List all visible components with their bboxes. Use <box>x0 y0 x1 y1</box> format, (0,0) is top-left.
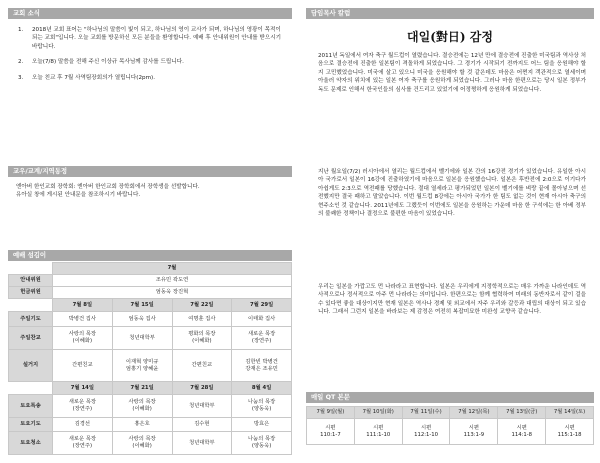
schedule-cell: 간편친교 <box>172 350 232 382</box>
notice-item <box>18 58 286 66</box>
qt-passage <box>450 419 498 445</box>
notice-text: 오늘 친교 후 7월 사역팀장회의가 열립니다(2pm). <box>32 74 156 81</box>
table-row <box>9 327 292 350</box>
row-label: 주일찬교 <box>9 327 53 350</box>
qt-book: 시편 <box>516 424 527 431</box>
connections-line: 엔아버 한인교회 장학회: 엔아버 한인교회 장학회에서 장학생을 선발합니다. <box>16 184 200 190</box>
row-label: 주일기도 <box>9 312 53 327</box>
row-label: 안내위원 <box>9 275 53 287</box>
schedule-cell: 나눔의 목장 (양동욱) <box>232 432 292 455</box>
table-row <box>9 418 292 432</box>
connections-body <box>16 183 286 200</box>
schedule-cell: 사랑의 목장 (이혜화) <box>112 395 172 418</box>
schedule-table <box>8 262 292 455</box>
schedule-cell: 새로운 목장 (장연주) <box>53 432 113 455</box>
date-header: 7월 8일 <box>53 299 113 312</box>
qt-header <box>306 392 594 403</box>
date-header: 8월 4일 <box>232 382 292 395</box>
notices-title: 교회 소식 <box>13 9 40 17</box>
table-row <box>9 287 292 299</box>
row-label: 토요특송 <box>9 395 53 418</box>
date-header: 7월 29일 <box>232 299 292 312</box>
qt-passage <box>498 419 546 445</box>
notice-text: 2018년 교회 표어는 "하나님의 말씀이 빛이 되고, 하나님의 영이 교사가 되며, 하나님의 영광이 목적이 되는 교회"입니다. 오늘 교회를 방문하신 모든 분들을 환영합니다. 예배 후 안내위원이 안내를 받으시기 바랍니다. <box>32 27 282 50</box>
notice-number: 3. <box>18 74 24 81</box>
qt-range: 112:1-10 <box>414 431 439 438</box>
table-row <box>307 419 594 445</box>
schedule-cell: 홍은호 <box>112 418 172 432</box>
schedule-cell: 박병건 집사 <box>53 312 113 327</box>
qt-date: 7월 9일(월) <box>307 407 355 419</box>
row-label: 토요청소 <box>9 432 53 455</box>
connections-title: 교우/교계/지역동정 <box>13 167 68 175</box>
notice-text: 오늘(7/8) 말씀을 전해 주신 이상규 목사님께 감사를 드립니다. <box>32 59 184 66</box>
notice-item <box>18 74 286 82</box>
schedule-cell: 김경선 <box>53 418 113 432</box>
qt-book: 시편 <box>373 424 384 431</box>
qt-range: 115:1-18 <box>557 431 582 438</box>
schedule-cell: 엄동욱 집사 <box>112 312 172 327</box>
table-row <box>9 382 292 395</box>
qt-range: 111:1-10 <box>366 431 391 438</box>
table-row <box>9 312 292 327</box>
row-label: 헌금위원 <box>9 287 53 299</box>
date-header: 7월 21일 <box>112 382 172 395</box>
date-header: 7월 15일 <box>112 299 172 312</box>
qt-passage <box>546 419 594 445</box>
qt-date: 7월 12일(목) <box>450 407 498 419</box>
schedule-cell: 평화의 목장 (이혜화) <box>172 327 232 350</box>
qt-date: 7월 14일(토) <box>546 407 594 419</box>
qt-date: 7월 11일(수) <box>402 407 450 419</box>
qt-book: 시편 <box>468 424 480 431</box>
schedule-header <box>8 250 292 261</box>
qt-range: 114:1-8 <box>511 431 532 438</box>
connections-header <box>8 166 292 177</box>
qt-passage <box>402 419 450 445</box>
schedule-cell: 사랑의 목장 (이혜화) <box>53 327 113 350</box>
qt-passage <box>354 419 402 445</box>
column-title: 대일(對日) 감정 <box>407 30 493 44</box>
notices-list <box>18 26 286 89</box>
schedule-cell: 간편친교 <box>53 350 113 382</box>
date-header: 7월 28일 <box>172 382 232 395</box>
schedule-cell: 이재혁 양미규 엄홍기 양혜윤 <box>112 350 172 382</box>
qt-book: 시편 <box>325 424 336 431</box>
qt-book: 시편 <box>564 424 575 431</box>
schedule-cell: 김수현 <box>172 418 232 432</box>
schedule-cell: 김한빈 박병건 강재은 조유민 <box>232 350 292 382</box>
notice-number: 1. <box>18 27 24 33</box>
date-header: 7월 22일 <box>172 299 232 312</box>
schedule-cell: 방효은 <box>232 418 292 432</box>
schedule-cell: 청년대학부 <box>172 432 232 455</box>
column-section-title: 담임목사 칼럼 <box>311 9 351 17</box>
table-row <box>9 275 292 287</box>
schedule-month: 7월 <box>53 263 292 275</box>
qt-date: 7월 13일(금) <box>498 407 546 419</box>
schedule-title: 예배 섬김이 <box>13 251 47 259</box>
table-row <box>307 407 594 419</box>
row-label: 설거지 <box>9 350 53 382</box>
schedule-cell: 이태화 집사 <box>232 312 292 327</box>
table-row <box>9 299 292 312</box>
notice-item <box>18 26 286 51</box>
column-header <box>306 8 594 19</box>
qt-range: 113:1-9 <box>463 431 485 438</box>
table-row <box>9 395 292 418</box>
table-row <box>9 432 292 455</box>
notice-number: 2. <box>18 59 24 66</box>
column-paragraph: 우리는 일본을 가깝고도 먼 나라라고 표현합니다. 일본은 우리에게 지정학적으로는 매우 가까운 나라인데도 역사적으로나 정서적으로 아주 먼 나라라는 의미입니다. 한편으로는 함께 협력하여 미래의 동반자로서 같이 걸을수 있다면 좋을 대상이지만 현재 일본은 역사나 경제 및 외교에서 자주 우리와 갈등과 대립의 대상이 되고 있습니다. 그래서 그런지 일본을 바라보는 제 감정은 여전히 복잡미묘한 미완성 교향곡 같습니다. <box>318 284 586 316</box>
table-row <box>9 350 292 382</box>
column-paragraph: 지난 월요일(7/2) 러시아에서 열리는 월드컵에서 벨기에와 일본 간의 16강전 경기가 있었습니다. 유일한 아시아 국가로서 일본이 16강에 진출하였기에 마음으로 일본을 응원했습니다. 일본은 후반전에 2:0으로 이기다가 아쉽게도 2:3으로 역전패를 당했습니다. 절대 열세라고 평가되었던 일본이 벨기에를 벼랑 끝에 몰아넣으며 선전했지만 결국 패하고 말았습니다. 이번 월드컵 8강에는 아시아 국가가 한 팀도 없는 것이 현재 아시아 축구의 현주소인 것 같습니다. 2011년에도 그랬듯이 이번에도 일본을 응원하는 가운데 마음 한 구석에는 한 아베 정부의 불쾌한 정책이나 결정으로 불편한 마음이 있었습니다. <box>318 169 586 217</box>
schedule-cell: 나눔의 목장 (양동욱) <box>232 395 292 418</box>
qt-title: 매일 QT 본문 <box>311 393 350 401</box>
qt-date: 7월 10일(화) <box>354 407 402 419</box>
connections-line: 유아실 창에 게시된 안내문을 참조하시기 바랍니다. <box>16 192 141 199</box>
schedule-cell: 사랑의 목장 (이혜화) <box>112 432 172 455</box>
qt-book: 시편 <box>420 424 432 431</box>
row-label: 토요기도 <box>9 418 53 432</box>
table-row <box>9 263 292 275</box>
row-value: 조유민 곽도연 <box>53 275 292 287</box>
schedule-cell: 청년대학부 <box>172 395 232 418</box>
column-paragraph: 2011년 독일에서 여자 축구 월드컵이 열렸습니다. 결승전에는 12년 만에 결승전에 진출한 미국팀과 역사상 처음으로 결승전에 진출한 일본팀이 격돌하게 되었습니다. 그 경기가 시작되기 전까지도 어느 팀을 응원해야 할 지 고민했었습니다. 미국에 살고 있으니 미국을 응원해야 할 것 같은데도 마음은 어쩐지 객관적으로 열세이며 아울러 약자의 위치에 있는 일본 여자 축구를 응원하게 되었습니다. 그러나 마음 한편으로는 당시 일본 정부가 독도 문제로 인해서 한국인들의 심사를 건드리고 있었기에 어정쩡하게 응원하게 되었습니다. <box>318 53 586 93</box>
notices-header <box>8 8 292 19</box>
row-value: 엄동욱 장진혁 <box>53 287 292 299</box>
qt-table <box>306 406 594 445</box>
schedule-cell: 여명훈 집사 <box>172 312 232 327</box>
qt-range: 110:1-7 <box>320 431 341 438</box>
schedule-cell: 새로운 목장 (장연주) <box>232 327 292 350</box>
schedule-cell: 청년대학부 <box>112 327 172 350</box>
date-header: 7월 14일 <box>53 382 113 395</box>
qt-passage <box>307 419 355 445</box>
schedule-cell: 새로운 목장 (장연주) <box>53 395 113 418</box>
